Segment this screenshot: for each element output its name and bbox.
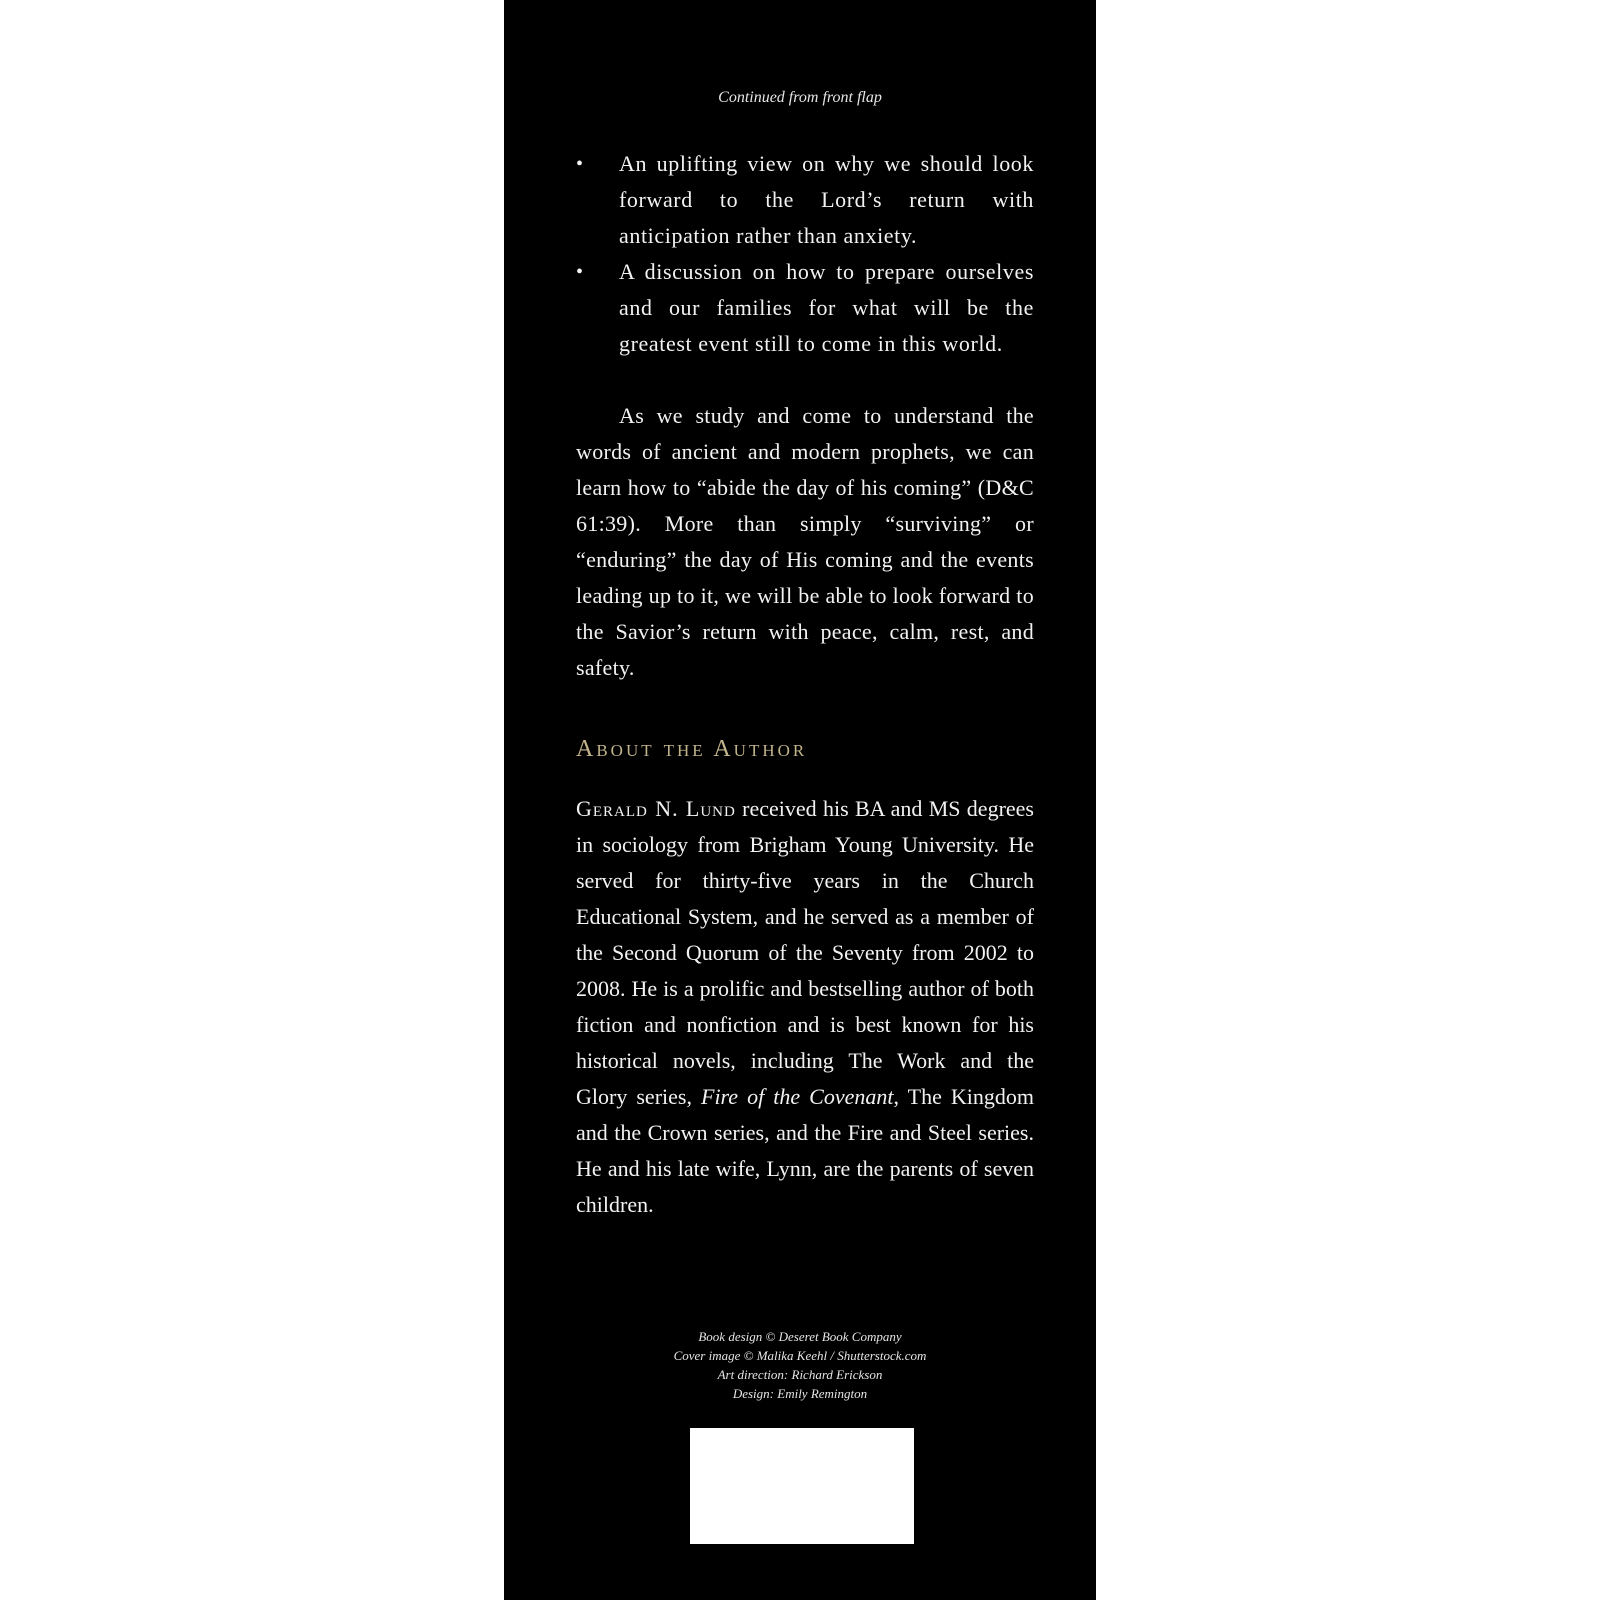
credit-line: Book design © Deseret Book Company: [698, 1329, 902, 1344]
design-credits: [504, 1327, 1096, 1403]
bullet-dot-icon: •: [576, 261, 584, 283]
bio-text: received his BA and MS degrees in sociology from Brigham Young University. He served for thirty-five years in the Church Educational System, and he served as a member of the Second Quorum of the Seventy from 2002 to 2008. He is a prolific and bestselling author of both fiction and nonfiction and is best known for his historical novels, including The Work and the Glory series,: [576, 796, 1034, 1109]
bullet-list: [576, 146, 1034, 362]
summary-paragraph: As we study and come to understand the words of ancient and modern prophets, we can learn how to “abide the day of his coming” (D&C 61:39). More than simply “surviving” or “enduring” the day of His coming and the events leading up to it, we will be able to look forward to the Savior’s return with peace, calm, rest, and safety.: [576, 403, 1034, 680]
author-bio: [576, 791, 1034, 1223]
book-title: Fire of the Covenant: [701, 1084, 894, 1109]
credit-line: Art direction: Richard Erickson: [717, 1367, 883, 1382]
bullet-item: [576, 146, 1034, 254]
back-flap: [504, 0, 1096, 1600]
author-name: Gerald N. Lund: [576, 796, 736, 821]
credit-line: Cover image © Malika Keehl / Shutterstock.com: [673, 1348, 927, 1363]
credit-line: Design: Emily Remington: [732, 1386, 868, 1401]
bullet-item: [576, 254, 1034, 362]
bio-text-end: , The Kingdom and the Crown series, and the Fire and Steel series. He and his late wife, Lynn, are the parents of seven children.: [576, 1084, 1034, 1217]
bullet-text: A discussion on how to prepare ourselves and our families for what will be the greatest event still to come in this world.: [619, 259, 1034, 356]
barcode-area: [690, 1428, 914, 1544]
about-author-heading: About the Author: [576, 736, 808, 762]
bullet-text: An uplifting view on why we should look forward to the Lord’s return with anticipation rather than anxiety.: [619, 151, 1034, 248]
bullet-dot-icon: •: [576, 153, 584, 175]
continued-note: Continued from front flap: [718, 89, 882, 106]
